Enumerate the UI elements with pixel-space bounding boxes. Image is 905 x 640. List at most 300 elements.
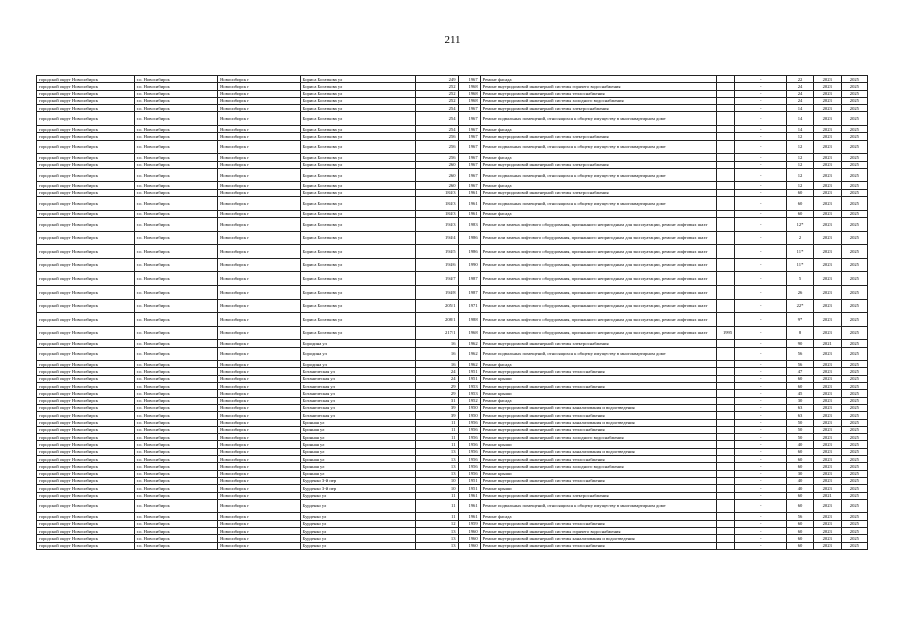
extra-year-cell: [717, 299, 735, 313]
municipality-cell: городской округ Новосибирск: [37, 412, 135, 419]
street-cell: Ботаническая ул: [300, 397, 416, 404]
amount-cell: 22*: [787, 299, 813, 313]
extra-year-cell: [717, 154, 735, 161]
end-year-cell: 2025: [841, 112, 867, 126]
start-year-cell: 2023: [813, 456, 841, 463]
extra-year-cell: [717, 217, 735, 231]
district-cell: г.о. Новосибирск: [134, 528, 218, 535]
house-cell: 208/1: [416, 313, 458, 327]
start-year-cell: 2023: [813, 375, 841, 382]
district-cell: г.о. Новосибирск: [134, 375, 218, 382]
street-cell: Ботаническая ул: [300, 412, 416, 419]
built-year-cell: 1967: [458, 168, 480, 182]
end-year-cell: 2025: [841, 197, 867, 211]
dash-cell: -: [735, 340, 787, 347]
end-year-cell: 2025: [841, 340, 867, 347]
house-cell: 252: [416, 83, 458, 90]
extra-year-cell: [717, 258, 735, 272]
dash-cell: -: [735, 217, 787, 231]
street-cell: Бориса Богаткова ул: [300, 140, 416, 154]
amount-cell: 24: [787, 97, 813, 104]
table-row: [37, 90, 868, 97]
dash-cell: -: [735, 197, 787, 211]
end-year-cell: 2025: [841, 83, 867, 90]
street-cell: Бурденко 3-й пер: [300, 485, 416, 492]
end-year-cell: 2025: [841, 90, 867, 97]
start-year-cell: 2023: [813, 83, 841, 90]
dash-cell: -: [735, 542, 787, 549]
start-year-cell: 2021: [813, 492, 841, 499]
end-year-cell: 2025: [841, 347, 867, 361]
street-cell: Бориса Богаткова ул: [300, 83, 416, 90]
district-cell: г.о. Новосибирск: [134, 231, 218, 245]
city-cell: Новосибирск г: [218, 499, 300, 513]
end-year-cell: 2025: [841, 383, 867, 390]
dash-cell: -: [735, 161, 787, 168]
end-year-cell: 2025: [841, 520, 867, 527]
built-year-cell: 1968: [458, 90, 480, 97]
city-cell: Новосибирск г: [218, 133, 300, 140]
end-year-cell: 2025: [841, 470, 867, 477]
dash-cell: -: [735, 448, 787, 455]
table-row: [37, 182, 868, 189]
amount-cell: 12: [787, 154, 813, 161]
start-year-cell: 2023: [813, 210, 841, 217]
dash-cell: -: [735, 426, 787, 433]
street-cell: Ботаническая ул: [300, 390, 416, 397]
city-cell: Новосибирск г: [218, 83, 300, 90]
city-cell: Новосибирск г: [218, 97, 300, 104]
city-cell: Новосибирск г: [218, 161, 300, 168]
table-row: [37, 485, 868, 492]
dash-cell: -: [735, 285, 787, 299]
municipality-cell: городской округ Новосибирск: [37, 485, 135, 492]
house-cell: 194/8: [416, 285, 458, 299]
city-cell: Новосибирск г: [218, 217, 300, 231]
table-row: [37, 326, 868, 340]
start-year-cell: 2023: [813, 448, 841, 455]
district-cell: г.о. Новосибирск: [134, 542, 218, 549]
street-cell: Бориса Богаткова ул: [300, 210, 416, 217]
house-cell: 252: [416, 97, 458, 104]
city-cell: Новосибирск г: [218, 340, 300, 347]
built-year-cell: 1962: [458, 347, 480, 361]
extra-year-cell: [717, 448, 735, 455]
municipality-cell: городской округ Новосибирск: [37, 285, 135, 299]
extra-year-cell: [717, 513, 735, 520]
municipality-cell: городской округ Новосибирск: [37, 299, 135, 313]
work-type-cell: Ремонт подвальных помещений, относящихся к общему имуществу в многоквартирном доме: [480, 197, 716, 211]
city-cell: Новосибирск г: [218, 347, 300, 361]
built-year-cell: 1956: [458, 456, 480, 463]
street-cell: Бронная ул: [300, 463, 416, 470]
page-number: 211: [444, 34, 461, 46]
house-cell: 11: [416, 426, 458, 433]
city-cell: Новосибирск г: [218, 375, 300, 382]
extra-year-cell: [717, 463, 735, 470]
dash-cell: -: [735, 499, 787, 513]
house-cell: 24: [416, 375, 458, 382]
extra-year-cell: [717, 375, 735, 382]
extra-year-cell: [717, 76, 735, 83]
extra-year-cell: [717, 182, 735, 189]
district-cell: г.о. Новосибирск: [134, 397, 218, 404]
built-year-cell: 1956: [458, 441, 480, 448]
dash-cell: -: [735, 326, 787, 340]
house-cell: 24: [416, 368, 458, 375]
house-cell: 12: [416, 520, 458, 527]
end-year-cell: 2025: [841, 313, 867, 327]
district-cell: г.о. Новосибирск: [134, 513, 218, 520]
municipality-cell: городской округ Новосибирск: [37, 499, 135, 513]
table-row: [37, 404, 868, 411]
built-year-cell: 1952: [458, 397, 480, 404]
city-cell: Новосибирск г: [218, 542, 300, 549]
start-year-cell: 2023: [813, 499, 841, 513]
dash-cell: -: [735, 535, 787, 542]
city-cell: Новосибирск г: [218, 513, 300, 520]
work-type-cell: Ремонт внутридомовой инженерной системы горячего водоснабжения: [480, 528, 716, 535]
municipality-cell: городской округ Новосибирск: [37, 112, 135, 126]
street-cell: Бориса Богаткова ул: [300, 161, 416, 168]
table-row: [37, 285, 868, 299]
city-cell: Новосибирск г: [218, 112, 300, 126]
end-year-cell: 2025: [841, 441, 867, 448]
extra-year-cell: [717, 485, 735, 492]
house-cell: 29: [416, 390, 458, 397]
street-cell: Ботаническая ул: [300, 383, 416, 390]
municipality-cell: городской округ Новосибирск: [37, 154, 135, 161]
work-type-cell: Ремонт или замена лифтового оборудования, признанного непригодным для эксплуатации, ремонт лифтовых шахт: [480, 258, 716, 272]
built-year-cell: 1956: [458, 419, 480, 426]
amount-cell: 50: [787, 434, 813, 441]
start-year-cell: 2023: [813, 528, 841, 535]
end-year-cell: 2025: [841, 485, 867, 492]
built-year-cell: 1967: [458, 161, 480, 168]
extra-year-cell: [717, 83, 735, 90]
house-cell: 39: [416, 404, 458, 411]
amount-cell: 12: [787, 168, 813, 182]
district-cell: г.о. Новосибирск: [134, 189, 218, 196]
amount-cell: 30: [787, 397, 813, 404]
house-cell: 11: [416, 434, 458, 441]
house-cell: 13: [416, 535, 458, 542]
house-cell: 11: [416, 492, 458, 499]
district-cell: г.о. Новосибирск: [134, 368, 218, 375]
amount-cell: 24: [787, 90, 813, 97]
city-cell: Новосибирск г: [218, 258, 300, 272]
street-cell: Бориса Богаткова ул: [300, 258, 416, 272]
municipality-cell: городской округ Новосибирск: [37, 76, 135, 83]
house-cell: 16: [416, 361, 458, 368]
municipality-cell: городской округ Новосибирск: [37, 197, 135, 211]
municipality-cell: городской округ Новосибирск: [37, 375, 135, 382]
city-cell: Новосибирск г: [218, 383, 300, 390]
work-type-cell: Ремонт фасада: [480, 154, 716, 161]
built-year-cell: 1960: [458, 535, 480, 542]
city-cell: Новосибирск г: [218, 520, 300, 527]
table-row: [37, 97, 868, 104]
table-row: [37, 419, 868, 426]
end-year-cell: 2025: [841, 499, 867, 513]
extra-year-cell: [717, 189, 735, 196]
built-year-cell: 1950: [458, 412, 480, 419]
start-year-cell: 2023: [813, 535, 841, 542]
work-type-cell: Ремонт внутридомовой инженерной системы электроснабжения: [480, 133, 716, 140]
amount-cell: 60: [787, 499, 813, 513]
city-cell: Новосибирск г: [218, 404, 300, 411]
municipality-cell: городской округ Новосибирск: [37, 368, 135, 375]
table-row: [37, 313, 868, 327]
amount-cell: 12: [787, 161, 813, 168]
start-year-cell: 2023: [813, 542, 841, 549]
end-year-cell: 2025: [841, 390, 867, 397]
built-year-cell: 1968: [458, 97, 480, 104]
house-cell: 205/1: [416, 299, 458, 313]
street-cell: Бориса Богаткова ул: [300, 97, 416, 104]
amount-cell: 45: [787, 390, 813, 397]
dash-cell: -: [735, 133, 787, 140]
municipality-cell: городской округ Новосибирск: [37, 217, 135, 231]
street-cell: Бурденко ул: [300, 492, 416, 499]
end-year-cell: 2025: [841, 375, 867, 382]
extra-year-cell: [717, 390, 735, 397]
start-year-cell: 2023: [813, 441, 841, 448]
start-year-cell: 2023: [813, 231, 841, 245]
municipality-cell: городской округ Новосибирск: [37, 83, 135, 90]
street-cell: Бориса Богаткова ул: [300, 197, 416, 211]
house-cell: 184/3: [416, 210, 458, 217]
municipality-cell: городской округ Новосибирск: [37, 470, 135, 477]
district-cell: г.о. Новосибирск: [134, 412, 218, 419]
district-cell: г.о. Новосибирск: [134, 383, 218, 390]
start-year-cell: 2023: [813, 485, 841, 492]
extra-year-cell: [717, 313, 735, 327]
dash-cell: -: [735, 477, 787, 484]
extra-year-cell: [717, 97, 735, 104]
city-cell: Новосибирск г: [218, 245, 300, 259]
start-year-cell: 2023: [813, 126, 841, 133]
work-type-cell: Ремонт внутридомовой инженерной системы электроснабжения: [480, 161, 716, 168]
end-year-cell: 2025: [841, 105, 867, 112]
municipality-cell: городской округ Новосибирск: [37, 456, 135, 463]
table-row: [37, 340, 868, 347]
amount-cell: 60: [787, 197, 813, 211]
city-cell: Новосибирск г: [218, 140, 300, 154]
table-row: [37, 168, 868, 182]
start-year-cell: 2023: [813, 76, 841, 83]
built-year-cell: 1960: [458, 542, 480, 549]
street-cell: Ботаническая ул: [300, 404, 416, 411]
start-year-cell: 2023: [813, 470, 841, 477]
end-year-cell: 2025: [841, 492, 867, 499]
amount-cell: 30: [787, 470, 813, 477]
house-cell: 256: [416, 133, 458, 140]
dash-cell: -: [735, 463, 787, 470]
district-cell: г.о. Новосибирск: [134, 210, 218, 217]
built-year-cell: 1951: [458, 477, 480, 484]
built-year-cell: 1953: [458, 383, 480, 390]
end-year-cell: 2025: [841, 477, 867, 484]
built-year-cell: 1967: [458, 126, 480, 133]
extra-year-cell: [717, 412, 735, 419]
dash-cell: -: [735, 182, 787, 189]
built-year-cell: 1971: [458, 299, 480, 313]
work-type-cell: Ремонт фасада: [480, 210, 716, 217]
street-cell: Бориса Богаткова ул: [300, 272, 416, 286]
dash-cell: -: [735, 383, 787, 390]
work-type-cell: Ремонт или замена лифтового оборудования, признанного непригодным для эксплуатации, ремонт лифтовых шахт: [480, 313, 716, 327]
end-year-cell: 2025: [841, 513, 867, 520]
house-cell: 11: [416, 419, 458, 426]
street-cell: Бурденко ул: [300, 520, 416, 527]
dash-cell: -: [735, 404, 787, 411]
amount-cell: 11*: [787, 258, 813, 272]
district-cell: г.о. Новосибирск: [134, 520, 218, 527]
street-cell: Бородина ул: [300, 361, 416, 368]
house-cell: 256: [416, 140, 458, 154]
house-cell: 194/4: [416, 231, 458, 245]
built-year-cell: 1960: [458, 528, 480, 535]
amount-cell: 60: [787, 189, 813, 196]
city-cell: Новосибирск г: [218, 426, 300, 433]
house-cell: 13: [416, 542, 458, 549]
amount-cell: 11*: [787, 245, 813, 259]
work-type-cell: Ремонт крыши: [480, 470, 716, 477]
extra-year-cell: [717, 285, 735, 299]
district-cell: г.о. Новосибирск: [134, 258, 218, 272]
street-cell: Бронная ул: [300, 419, 416, 426]
city-cell: Новосибирск г: [218, 126, 300, 133]
table-row: [37, 375, 868, 382]
built-year-cell: 1961: [458, 189, 480, 196]
work-type-cell: Ремонт внутридомовой инженерной системы холодного водоснабжения: [480, 463, 716, 470]
start-year-cell: 2023: [813, 112, 841, 126]
table-row: [37, 368, 868, 375]
municipality-cell: городской округ Новосибирск: [37, 419, 135, 426]
extra-year-cell: [717, 492, 735, 499]
work-type-cell: Ремонт внутридомовой инженерной системы канализования и водоотведения: [480, 419, 716, 426]
dash-cell: -: [735, 83, 787, 90]
extra-year-cell: [717, 499, 735, 513]
built-year-cell: 1967: [458, 154, 480, 161]
start-year-cell: 2023: [813, 161, 841, 168]
start-year-cell: 2023: [813, 520, 841, 527]
city-cell: Новосибирск г: [218, 485, 300, 492]
municipality-cell: городской округ Новосибирск: [37, 90, 135, 97]
district-cell: г.о. Новосибирск: [134, 485, 218, 492]
end-year-cell: 2025: [841, 368, 867, 375]
table-row: [37, 542, 868, 549]
built-year-cell: 1962: [458, 340, 480, 347]
municipality-cell: городской округ Новосибирск: [37, 231, 135, 245]
street-cell: Бурденко ул: [300, 499, 416, 513]
amount-cell: 2: [787, 231, 813, 245]
start-year-cell: 2023: [813, 197, 841, 211]
city-cell: Новосибирск г: [218, 390, 300, 397]
municipality-cell: городской округ Новосибирск: [37, 390, 135, 397]
end-year-cell: 2025: [841, 258, 867, 272]
district-cell: г.о. Новосибирск: [134, 404, 218, 411]
table-row: [37, 361, 868, 368]
municipality-cell: городской округ Новосибирск: [37, 97, 135, 104]
district-cell: г.о. Новосибирск: [134, 154, 218, 161]
end-year-cell: 2025: [841, 463, 867, 470]
city-cell: Новосибирск г: [218, 154, 300, 161]
table-row: [37, 347, 868, 361]
amount-cell: 50: [787, 419, 813, 426]
amount-cell: 22: [787, 76, 813, 83]
city-cell: Новосибирск г: [218, 197, 300, 211]
amount-cell: 12: [787, 182, 813, 189]
amount-cell: 60: [787, 463, 813, 470]
dash-cell: -: [735, 375, 787, 382]
extra-year-cell: [717, 535, 735, 542]
table-row: [37, 492, 868, 499]
district-cell: г.о. Новосибирск: [134, 456, 218, 463]
end-year-cell: 2025: [841, 299, 867, 313]
city-cell: Новосибирск г: [218, 434, 300, 441]
house-cell: 11: [416, 441, 458, 448]
built-year-cell: 1967: [458, 140, 480, 154]
house-cell: 13: [416, 528, 458, 535]
start-year-cell: 2023: [813, 404, 841, 411]
amount-cell: 56: [787, 361, 813, 368]
city-cell: Новосибирск г: [218, 76, 300, 83]
work-type-cell: Ремонт внутридомовой инженерной системы холодного водоснабжения: [480, 434, 716, 441]
district-cell: г.о. Новосибирск: [134, 299, 218, 313]
district-cell: г.о. Новосибирск: [134, 83, 218, 90]
amount-cell: 60: [787, 375, 813, 382]
table-row: [37, 397, 868, 404]
extra-year-cell: [717, 434, 735, 441]
municipality-cell: городской округ Новосибирск: [37, 492, 135, 499]
house-cell: 184/3: [416, 197, 458, 211]
extra-year-cell: [717, 419, 735, 426]
dash-cell: -: [735, 210, 787, 217]
city-cell: Новосибирск г: [218, 231, 300, 245]
district-cell: г.о. Новосибирск: [134, 105, 218, 112]
end-year-cell: 2025: [841, 426, 867, 433]
street-cell: Бориса Богаткова ул: [300, 168, 416, 182]
extra-year-cell: [717, 347, 735, 361]
end-year-cell: 2025: [841, 76, 867, 83]
end-year-cell: 2025: [841, 528, 867, 535]
municipality-cell: городской округ Новосибирск: [37, 361, 135, 368]
house-cell: 10: [416, 477, 458, 484]
start-year-cell: 2023: [813, 189, 841, 196]
municipality-cell: городской округ Новосибирск: [37, 161, 135, 168]
built-year-cell: 1990: [458, 258, 480, 272]
start-year-cell: 2023: [813, 105, 841, 112]
municipality-cell: городской округ Новосибирск: [37, 347, 135, 361]
built-year-cell: 1956: [458, 470, 480, 477]
built-year-cell: 1961: [458, 197, 480, 211]
street-cell: Бурденко ул: [300, 528, 416, 535]
work-type-cell: Ремонт или замена лифтового оборудования, признанного непригодным для эксплуатации, ремонт лифтовых шахт: [480, 272, 716, 286]
extra-year-cell: [717, 361, 735, 368]
work-type-cell: Ремонт или замена лифтового оборудования, признанного непригодным для эксплуатации, ремонт лифтовых шахт: [480, 299, 716, 313]
start-year-cell: 2023: [813, 347, 841, 361]
street-cell: Бориса Богаткова ул: [300, 231, 416, 245]
dash-cell: -: [735, 441, 787, 448]
amount-cell: 8: [787, 326, 813, 340]
work-type-cell: Ремонт фасада: [480, 76, 716, 83]
dash-cell: -: [735, 90, 787, 97]
city-cell: Новосибирск г: [218, 272, 300, 286]
start-year-cell: 2023: [813, 258, 841, 272]
amount-cell: 90: [787, 340, 813, 347]
